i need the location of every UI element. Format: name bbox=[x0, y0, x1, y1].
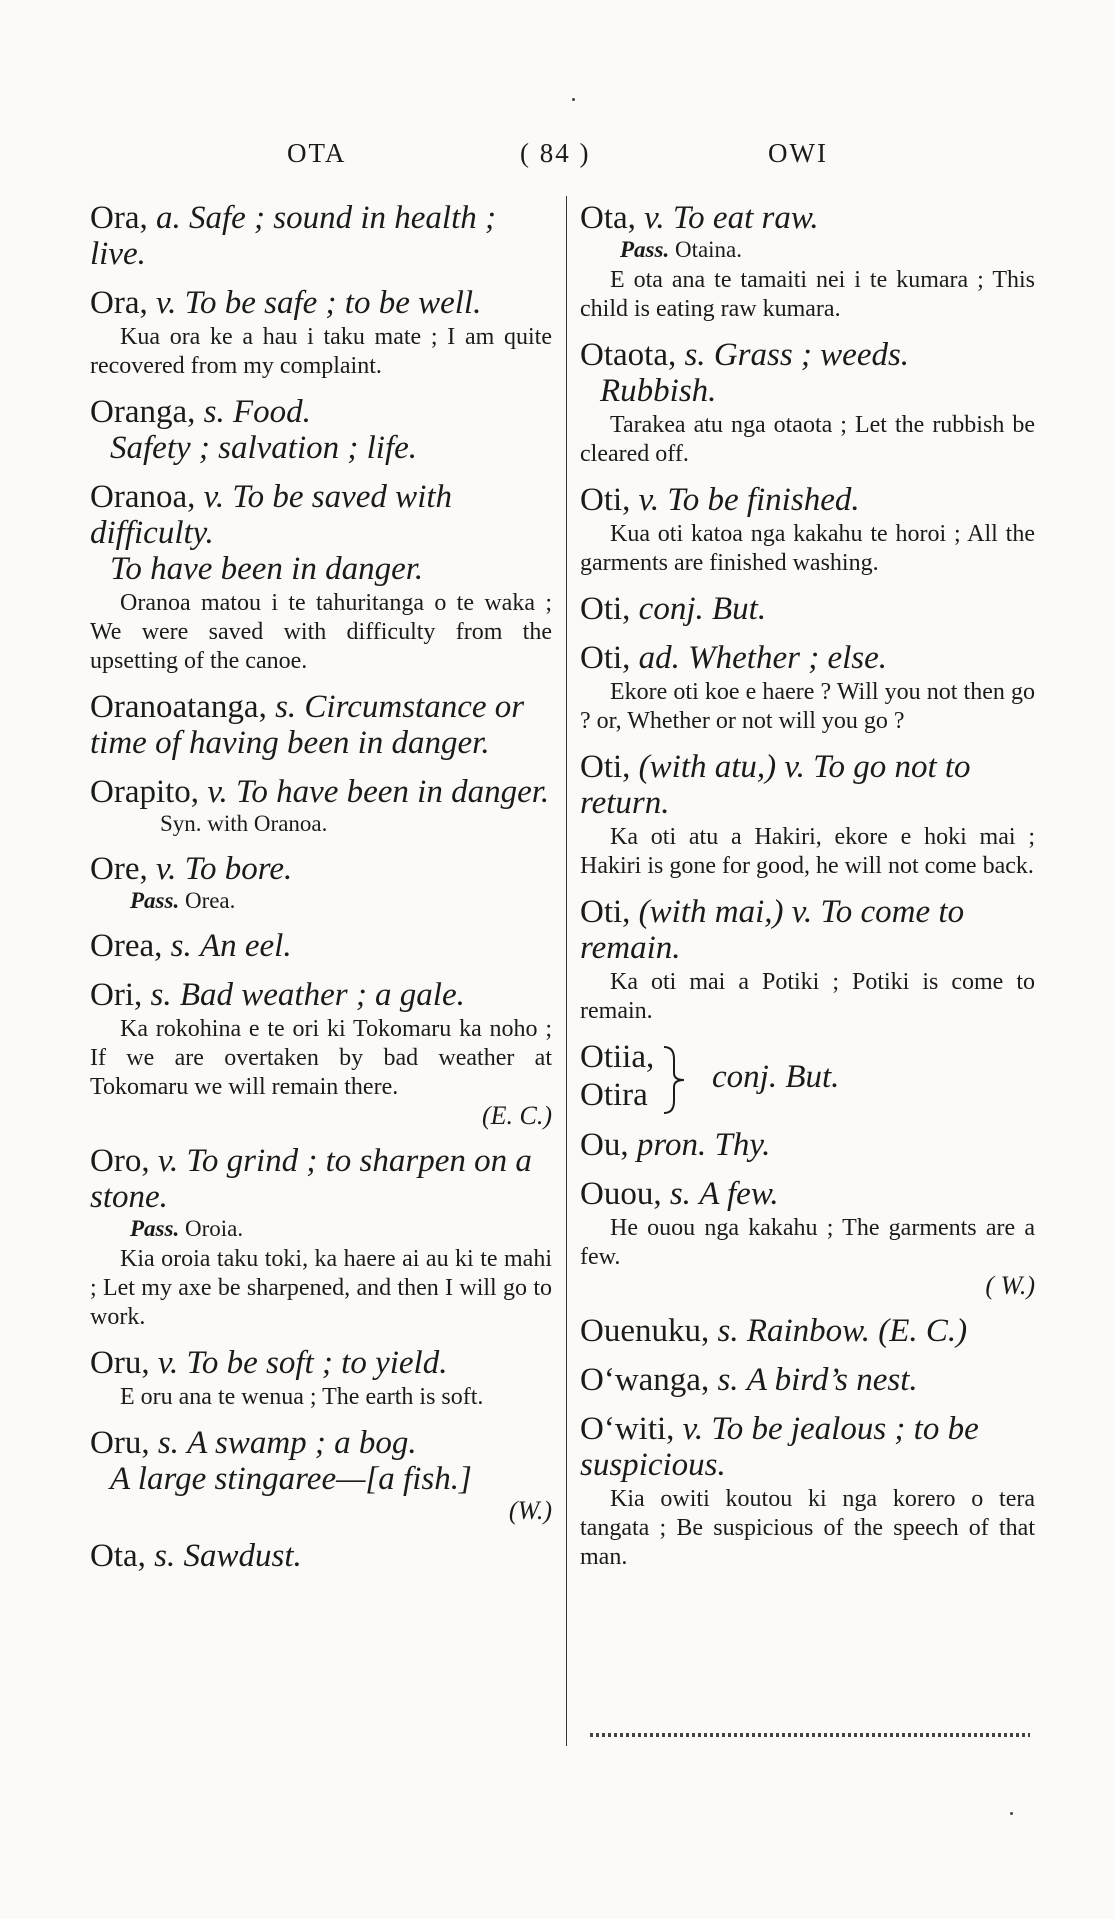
secondary-sense: A large stingaree—[a fish.] bbox=[110, 1461, 472, 1497]
secondary-sense: Rubbish. bbox=[600, 373, 717, 409]
dictionary-entry bbox=[90, 774, 552, 838]
headword-line bbox=[90, 851, 552, 887]
part-of-speech: s. bbox=[717, 1313, 739, 1349]
definition: Sawdust. bbox=[183, 1538, 302, 1574]
headword: Ori, bbox=[90, 977, 143, 1013]
dictionary-entry bbox=[580, 591, 1035, 627]
left-column bbox=[90, 200, 552, 1587]
part-of-speech: a. bbox=[155, 200, 181, 236]
part-of-speech: (with mai,) v. bbox=[638, 894, 813, 930]
dictionary-entry bbox=[580, 894, 1035, 1026]
dictionary-entry bbox=[90, 1425, 552, 1525]
part-of-speech: v. bbox=[157, 1345, 179, 1381]
headword-line bbox=[580, 1127, 1035, 1163]
example-sentence: Kua ora ke a hau i taku mate ; I am quite recovered from my complaint. bbox=[90, 324, 552, 379]
curly-brace-icon bbox=[660, 1045, 700, 1115]
part-of-speech: v. bbox=[638, 482, 660, 518]
passive-label: Pass. bbox=[130, 1216, 180, 1241]
part-of-speech: s. bbox=[669, 1176, 691, 1212]
definition: Safe ; sound in health ; live. bbox=[90, 200, 497, 272]
part-of-speech: v. bbox=[155, 285, 177, 321]
source-abbrev: (W.) bbox=[508, 1496, 552, 1525]
dictionary-entry bbox=[580, 1039, 1035, 1117]
headword: Otaota, bbox=[580, 337, 677, 373]
passive-word: Oroia. bbox=[184, 1216, 244, 1241]
definition: But. bbox=[712, 591, 767, 627]
headword: Oti, bbox=[580, 749, 631, 785]
headword: Oranoa, bbox=[90, 479, 196, 515]
headword: Ore, bbox=[90, 851, 148, 887]
headword-line bbox=[580, 482, 1035, 518]
headword: Oro, bbox=[90, 1143, 150, 1179]
speck bbox=[572, 98, 575, 101]
definition: Circumstance or time of having been in danger. bbox=[90, 689, 525, 761]
passive-word: Otaina. bbox=[674, 237, 743, 262]
example-sentence: Oranoa matou i te tahuritanga o te waka ; We were saved with difficulty from the upsetting of the canoe. bbox=[90, 590, 552, 674]
definition: Thy. bbox=[714, 1127, 771, 1163]
headword: O‘witi, bbox=[580, 1411, 675, 1447]
definition: To be safe ; to be well. bbox=[184, 285, 482, 321]
dictionary-entry bbox=[580, 482, 1035, 578]
headword-line bbox=[90, 200, 552, 272]
part-of-speech: s. bbox=[150, 977, 172, 1013]
dictionary-entry bbox=[580, 200, 1035, 324]
headword-line bbox=[580, 1176, 1035, 1212]
dictionary-entry bbox=[580, 749, 1035, 881]
passive-form bbox=[580, 236, 1035, 264]
part-of-speech: v. bbox=[155, 851, 177, 887]
source-abbrev: (E. C.) bbox=[481, 1101, 552, 1130]
headword-line bbox=[90, 689, 552, 761]
part-of-speech: pron. bbox=[636, 1127, 707, 1163]
definition: A few. bbox=[699, 1176, 779, 1212]
definition: A bird’s nest. bbox=[746, 1362, 918, 1398]
definition: Bad weather ; a gale. bbox=[179, 977, 465, 1013]
headword-line bbox=[90, 774, 552, 810]
source-abbrev: ( W.) bbox=[985, 1271, 1035, 1300]
headword-line bbox=[580, 749, 1035, 821]
headword-line bbox=[90, 394, 552, 430]
part-of-speech: s. bbox=[154, 1538, 176, 1574]
passive-form bbox=[90, 1215, 552, 1243]
headword: Ouenuku, bbox=[580, 1313, 710, 1349]
dictionary-entry bbox=[580, 1176, 1035, 1300]
secondary-sense: Safety ; salvation ; life. bbox=[110, 430, 418, 466]
definition: To be jealous ; to be suspicious. bbox=[580, 1411, 979, 1483]
dictionary-entry bbox=[580, 1127, 1035, 1163]
headword-line bbox=[580, 591, 1035, 627]
part-of-speech: v. bbox=[682, 1411, 704, 1447]
headword: Ouou, bbox=[580, 1176, 662, 1212]
secondary-sense: To have been in danger. bbox=[110, 551, 424, 587]
headword: Oranoatanga, bbox=[90, 689, 267, 725]
headword: Oti, bbox=[580, 482, 631, 518]
header-left-guideword: OTA bbox=[287, 138, 347, 168]
part-of-speech: v. bbox=[207, 774, 228, 810]
part-of-speech: s. bbox=[717, 1362, 739, 1398]
dictionary-entry bbox=[90, 479, 552, 676]
part-of-speech: v. bbox=[644, 200, 665, 236]
example-sentence: Ka rokohina e te ori ki Tokomaru ka noho ; If we are overtaken by bad weather at Tokomaru we will remain there. bbox=[90, 1016, 552, 1100]
headword: Orapito, bbox=[90, 774, 200, 810]
headword-line bbox=[580, 894, 1035, 966]
right-column bbox=[580, 200, 1035, 1585]
headword-line bbox=[580, 1411, 1035, 1483]
headword-line bbox=[580, 337, 1035, 373]
headword-line bbox=[90, 285, 552, 321]
dictionary-entry bbox=[90, 851, 552, 915]
headword-line bbox=[90, 1345, 552, 1381]
definition: conj. But. bbox=[712, 1059, 840, 1095]
end-rule bbox=[590, 1733, 1030, 1737]
example-sentence: Kia owiti koutou ki nga korero o tera tangata ; Be suspicious of the speech of that man. bbox=[580, 1486, 1035, 1570]
example-sentence: Ka oti mai a Potiki ; Potiki is come to remain. bbox=[580, 969, 1035, 1024]
headword: Ou, bbox=[580, 1127, 629, 1163]
part-of-speech: v. bbox=[157, 1143, 179, 1179]
definition: To be finished. bbox=[667, 482, 860, 518]
passive-form bbox=[90, 887, 552, 915]
dictionary-entry bbox=[90, 394, 552, 466]
headword: Otiia, bbox=[580, 1039, 655, 1075]
header-right-guideword: OWI bbox=[768, 138, 828, 168]
example-sentence: Kua oti katoa nga kakahu te horoi ; All the garments are finished washing. bbox=[580, 521, 1035, 576]
part-of-speech: s. bbox=[170, 928, 192, 964]
part-of-speech: ad. bbox=[638, 640, 680, 676]
part-of-speech: s. bbox=[684, 337, 706, 373]
headword-line bbox=[90, 1143, 552, 1215]
definition: To have been in danger. bbox=[236, 774, 550, 810]
definition: To bore. bbox=[184, 851, 293, 887]
definition: To come to remain. bbox=[580, 894, 965, 966]
dictionary-entry bbox=[580, 1362, 1035, 1398]
definition: Rainbow. bbox=[746, 1313, 870, 1349]
headword-line bbox=[90, 1425, 552, 1461]
dictionary-entry bbox=[90, 1143, 552, 1332]
dictionary-entry bbox=[90, 928, 552, 964]
dictionary-entry bbox=[90, 285, 552, 381]
headword: Ora, bbox=[90, 200, 148, 236]
definition: To grind ; to sharpen on a stone. bbox=[90, 1143, 532, 1215]
example-sentence: He ouou nga kakahu ; The garments are a few. bbox=[580, 1215, 1035, 1270]
headword: Ota, bbox=[580, 200, 636, 236]
headword-line bbox=[580, 1362, 1035, 1398]
part-of-speech: s. bbox=[275, 689, 297, 725]
headword-line bbox=[580, 200, 1035, 236]
dictionary-entry bbox=[90, 1538, 552, 1574]
definition: To eat raw. bbox=[672, 200, 819, 236]
definition: To be soft ; to yield. bbox=[186, 1345, 448, 1381]
headword: Oru, bbox=[90, 1425, 150, 1461]
example-sentence: Ka oti atu a Hakiri, ekore e hoki mai ; Hakiri is gone for good, he will not come back. bbox=[580, 824, 1035, 879]
example-sentence: Ekore oti koe e haere ? Will you not then go ? or, Whether or not will you go ? bbox=[580, 679, 1035, 734]
page-number: ( 84 ) bbox=[520, 138, 591, 168]
example-sentence: E oru ana te wenua ; The earth is soft. bbox=[120, 1384, 484, 1410]
example-sentence: Kia oroia taku toki, ka haere ai au ki te mahi ; Let my axe be sharpened, and then I will go to work. bbox=[90, 1246, 552, 1330]
column-divider bbox=[566, 196, 567, 1746]
definition: Food. bbox=[232, 394, 311, 430]
headword: Orea, bbox=[90, 928, 163, 964]
dictionary-entry bbox=[90, 977, 552, 1130]
part-of-speech: conj. bbox=[638, 591, 704, 627]
headword: Ora, bbox=[90, 285, 148, 321]
example-sentence: Tarakea atu nga otaota ; Let the rubbish be cleared off. bbox=[580, 412, 1035, 467]
headword: Oranga, bbox=[90, 394, 196, 430]
passive-label: Pass. bbox=[620, 237, 670, 262]
speck bbox=[1010, 1812, 1013, 1815]
part-of-speech: (with atu,) v. bbox=[638, 749, 805, 785]
headword-line bbox=[90, 1538, 552, 1574]
passive-word: Orea. bbox=[184, 888, 236, 913]
source-abbrev: (E. C.) bbox=[878, 1313, 968, 1349]
headword-line bbox=[90, 977, 552, 1013]
part-of-speech: s. bbox=[157, 1425, 179, 1461]
part-of-speech: s. bbox=[203, 394, 225, 430]
headword: O‘wanga, bbox=[580, 1362, 710, 1398]
definition: An eel. bbox=[199, 928, 292, 964]
dictionary-entry bbox=[580, 1411, 1035, 1572]
headword: Oti, bbox=[580, 591, 631, 627]
dictionary-entry bbox=[90, 689, 552, 761]
page-header bbox=[0, 138, 1114, 178]
passive-label: Pass. bbox=[130, 888, 180, 913]
dictionary-entry bbox=[580, 337, 1035, 469]
headword: Otira bbox=[580, 1077, 648, 1113]
part-of-speech: v. bbox=[203, 479, 225, 515]
synonym-note: Syn. with Oranoa. bbox=[160, 811, 328, 836]
example-sentence: E ota ana te tamaiti nei i te kumara ; This child is eating raw kumara. bbox=[580, 267, 1035, 322]
definition: To go not to return. bbox=[580, 749, 971, 821]
headword-line bbox=[580, 1313, 1035, 1349]
headword: Oti, bbox=[580, 894, 631, 930]
definition: Grass ; weeds. bbox=[713, 337, 910, 373]
dictionary-entry bbox=[580, 640, 1035, 736]
definition: Whether ; else. bbox=[688, 640, 888, 676]
headword-line bbox=[90, 479, 552, 551]
headword-line bbox=[90, 928, 552, 964]
definition: A swamp ; a bog. bbox=[187, 1425, 417, 1461]
dictionary-entry bbox=[580, 1313, 1035, 1349]
dictionary-entry bbox=[90, 1345, 552, 1412]
headword: Oru, bbox=[90, 1345, 150, 1381]
dictionary-entry bbox=[90, 200, 552, 272]
headword: Ota, bbox=[90, 1538, 146, 1574]
headword: Oti, bbox=[580, 640, 631, 676]
headword-line bbox=[580, 640, 1035, 676]
definition: To be saved with difficulty. bbox=[90, 479, 453, 551]
